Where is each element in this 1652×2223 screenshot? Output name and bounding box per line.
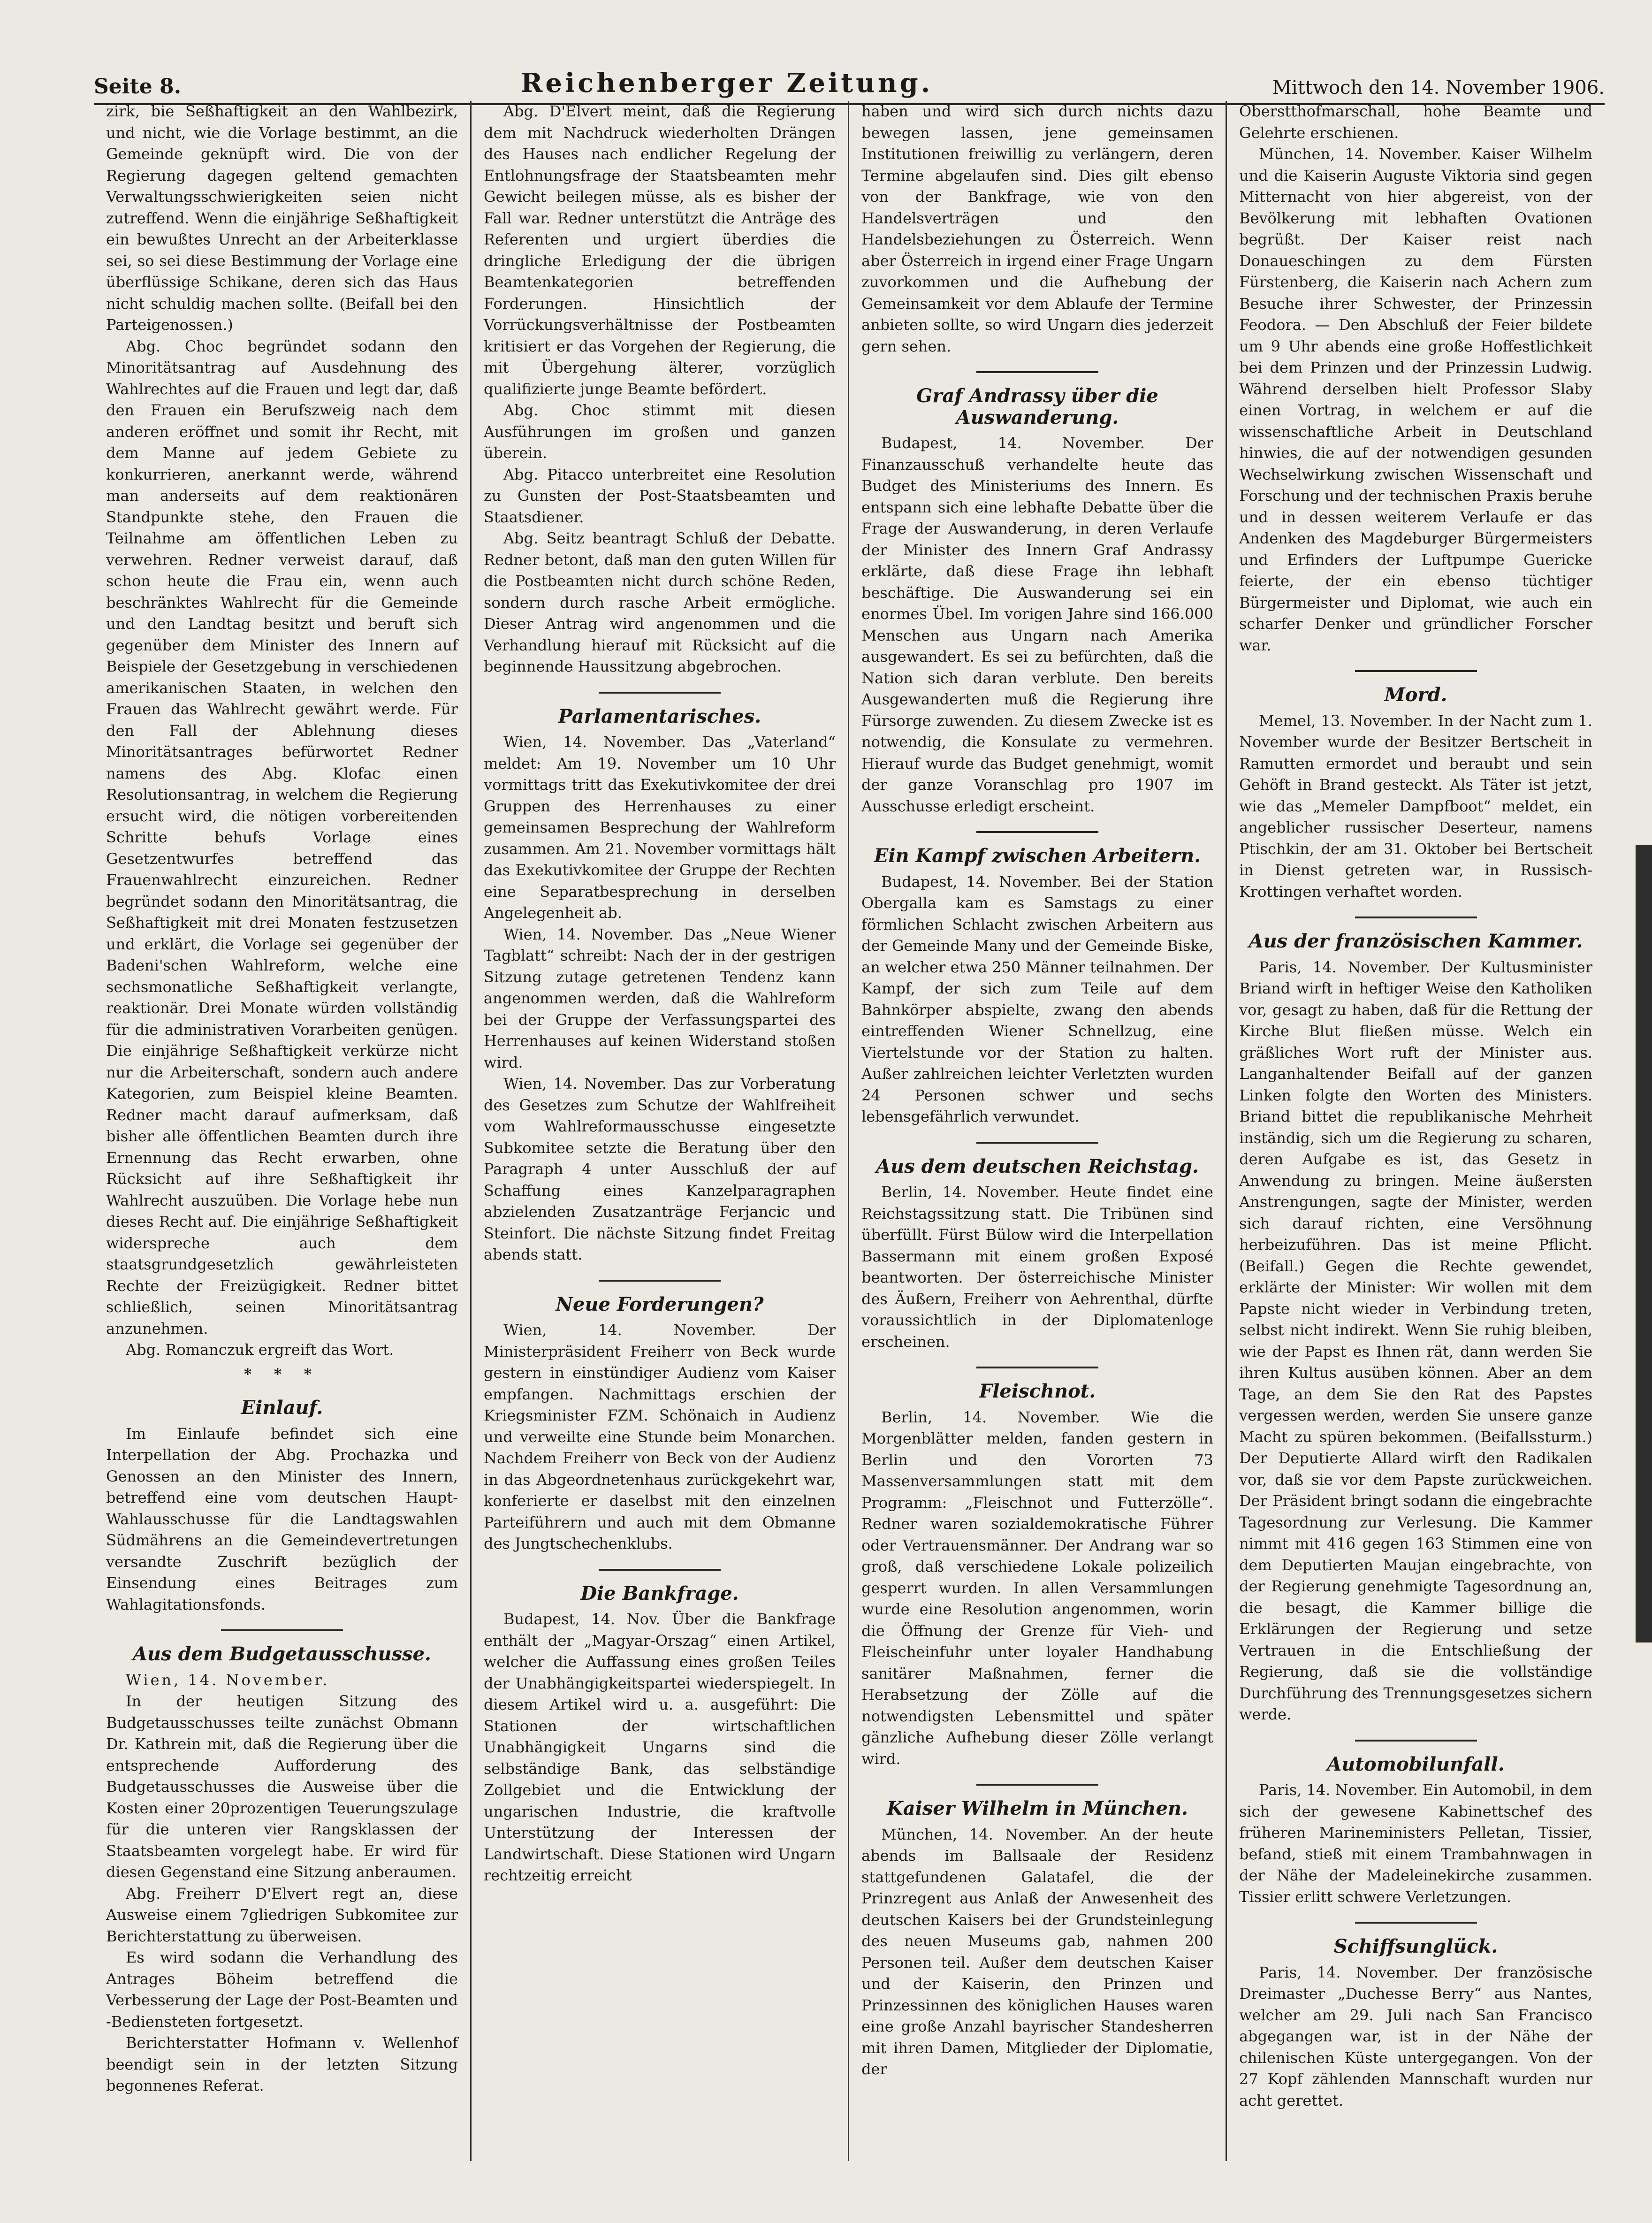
paragraph: Paris, 14. November. Der französische Dreimaster „Duchesse Berry“ aus Nantes, welcher am 29. Juli nach San Francisco abgegangen war, ist in der Nähe der chilenischen Küste untergegangen. Von der 27 Kopf zählenden Mannschaft wurden nur acht gerettet. xyxy=(1239,1963,1592,2109)
masthead: Reichenberger Zeitung. xyxy=(520,68,933,99)
divider xyxy=(1355,1740,1477,1742)
column-4 xyxy=(1227,101,1605,2161)
paragraph: Berlin, 14. November. Wie die Morgenblätter melden, fanden gestern in Berlin und den Vororten 73 Massenversammlungen statt mit dem Programm: „Fleischnot und Futterzölle“. Redner waren sozialdemokratische Führer oder Vertrauensmänner. Der Andrang war so groß, daß verschiedene Lokale polizeilich gesperrt wurden. In allen Versammlungen wurde eine Resolution angenommen, worin die Öffnung der Grenze für Vieh- und Fleischeinfuhr unter loyaler Handhabung sanitärer Maßnahmen, ferner die Herabsetzung der Zölle auf die notwendigsten Lebensmittel und später gänzliche Aufhebung dieser Zölle verlangt wird. xyxy=(861,1408,1213,1768)
paragraph: Budapest, 14. November. Bei der Station Obergalla kam es Samstags zu einer förmlichen Schlacht zwischen Arbeitern aus der Gemeinde Many und der Gemeinde Biske, an welcher etwa 250 Männer teilnahmen. Der Kampf, der sich zum Teile auf dem Bahnkörper abspielte, zwang den abends eintreffenden Wiener Schnellzug, eine Viertelstunde vor der Station zu halten. Außer zahlreichen leichter Verletzten wurden 24 Personen schwer und sechs lebensgefährlich verwundet. xyxy=(861,872,1213,1125)
paragraph: Paris, 14. November. Der Kultusminister Briand wirft in heftiger Weise den Katholiken vor, gesagt zu haben, daß für die Rettung der Kirche Blut fließen müsse. Welch ein gräßliches Wort ruft der Minister aus. Langanhaltender Beifall auf der ganzen Linken folgte den Worten des Ministers. Briand bittet die republikanische Mehrheit inständig, sich um die Regierung zu scharen, deren Aufgabe es ist, das Gesetz in Anwendung zu bringen. Meine äußersten Anstrengungen, sagte der Minister, werden sich darauf richten, eine Versöhnung herbeizuführen. Das ist meine Pflicht. (Beifall.) Gegen die Rechte gewendet, erklärte der Minister: Wir wollen mit dem Papste nicht wieder in Verbindung treten, selbst nicht indirekt. Wenn Sie ruhig bleiben, wie der Papst es Ihnen rät, dann werden Sie ihren Kultus ausüben können. Aber an dem Tage, an dem Sie den Rat des Papstes vergessen werden, werden Sie unsere ganze Macht zu spüren bekommen. (Beifallssturm.) Der Deputierte Allard wirft den Radikalen vor, daß sie vor dem Papste zurückweichen. Der Präsident bringt sodann die eingebrachte Tagesordnung zur Verlesung. Die Kammer nimmt mit 416 gegen 163 Stimmen eine von dem Deputierten Maujan eingebrachte, von der Regierung genehmigte Tagesordnung an, die besagt, die Kammer billige die Erklärungen der Regierung und setze Vertrauen in die Entschließung der Regierung, daß sie die vollständige Durchführung des Trennungsgesetzes sichern werde. xyxy=(1239,958,1592,1723)
paragraph: München, 14. November. An der heute abends im Ballsaale der Residenz stattgefundenen Galatafel, die der Prinzregent aus Anlaß der Anwesenheit des deutschen Kaisers bei der Grundsteinlegung des neuen Museums gab, nahmen 200 Personen teil. Außer dem deutschen Kaiser und der Kaiserin, den Prinzen und Prinzessinnen des königlichen Hauses waren eine große Anzahl bayrischer Standesherren mit ihren Damen, Mitglieder der Diplomatie, der xyxy=(861,1825,1213,2078)
headline-andrassy: Graf Andrassy über die Auswanderung. xyxy=(916,385,1158,428)
paragraph: Paris, 14. November. Ein Automobil, in dem sich der gewesene Kabinettschef des früheren Marineministers Pelletan, Tissier, befand, stieß mit einem Trambahnwagen in der Nähe der Madeleinekirche zusammen. Tissier erlitt schwere Verletzungen. xyxy=(1239,1781,1592,1906)
paragraph: Abg. D'Elvert meint, daß die Regierung dem mit Nachdruck wiederholten Drängen des Hauses nach endlicher Regelung der Entlohnungsfrage der Staatsbeamten mehr Gewicht beilegen müsse, als es bisher der Fall war. Redner unterstützt die Anträge des Referenten und urgiert überdies die dringliche Erledigung der die übrigen Beamtenkategorien betreffenden Forderungen. Hinsichtlich der Vorrückungsverhältnisse der Postbeamten kritisiert er das Vorgehen der Regierung, die mit Übergehung älterer, vorzüglich qualifizierte junge Beamte befördert. xyxy=(484,102,836,398)
paragraph: Abg. Seitz beantragt Schluß der Debatte. Redner betont, daß man den guten Willen für die Postbeamten nicht durch schöne Reden, sondern durch rasche Arbeit ermögliche. Dieser Antrag wird angenommen und die Verhandlung hierauf mit Rücksicht auf die beginnende Haussitzung abgebrochen. xyxy=(484,529,836,675)
headline-fleischnot: Fleischnot. xyxy=(979,1380,1096,1402)
paragraph: Abg. Choc begründet sodann den Minoritätsantrag auf Ausdehnung des Wahlrechtes auf die Frauen und legt dar, daß den Frauen ein Berufszweig nach dem anderen eröffnet und somit ihr Recht, mit dem Manne auf jedem Gebiete zu konkurrieren, anerkannt werde, während man anderseits auf dem reaktionären Standpunkte stehe, den Frauen die Teilnahme am öffentlichen Leben zu verwehren. Redner verweist darauf, daß schon heute die Frau ein, wenn auch beschränktes Wahlrecht für die Gemeinde und den Landtag besitzt und beruft sich gegenüber dem Minister des Innern auf Beispiele der Gesetzgebung in verschiedenen amerikanischen Staaten, in welchen den Frauen das Wahlrecht gewährt werde. Für den Fall der Ablehnung dieses Minoritätsantrages befürwortet Redner namens des Abg. Klofac einen Resolutionsantrag, in welchem die Regierung ersucht wird, die nötigen vorbereitenden Schritte behufs Vorlage eines Gesetzentwurfes betreffend das Frauenwahlrecht einzureichen. Redner begründet sodann den Minoritätsantrag, die Seßhaftigkeit mit drei Monaten festzusetzen und erklärt, die Vorlage sei gegenüber der Badeni'schen Wahlreform, welche eine sechsmonatliche Seßhaftigkeit verlangte, reaktionär. Drei Monate würden vollständig für die administrativen Vorarbeiten genügen. Die einjährige Seßhaftigkeit verkürze nicht nur die Arbeiterschaft, sondern auch andere Kategorien, zum Beispiel kleine Beamten. Redner macht darauf aufmerksam, daß bisher alle öffentlichen Beamten durch ihre Ernennung das Recht erwarben, ohne Rücksicht auf ihre Seßhaftigkeit ihr Wahlrecht auszuüben. Die Vorlage hebe nun dieses Recht auf. Die einjährige Seßhaftigkeit widerspreche auch dem staatsgrundgesetzlich gewährleisteten Rechte der Freizügigkeit. Redner bittet schließlich, seinen Minoritätsantrag anzunehmen. xyxy=(106,337,458,1337)
page-header xyxy=(94,61,1605,105)
divider xyxy=(599,692,721,694)
paragraph: Wien, 14. November. Der Ministerpräsident Freiherr von Beck wurde gestern in einstündiger Audienz vom Kaiser empfangen. Nachmittags erschien der Kriegsminister FZM. Schönaich in Audienz und verweilte eine Stunde beim Monarchen. Nachdem Freiherr von Beck von der Audienz in das Abgeordnetenhaus zurückgekehrt war, konferierte er daselbst mit den einzelnen Parteiführern und auch mit dem Obmanne des Jungtschechenklubs. xyxy=(484,1321,836,1552)
paragraph: Berichterstatter Hofmann v. Wellenhof beendigt sein in der letzten Sitzung begonnenes Referat. xyxy=(106,2034,458,2094)
paragraph: zirk, bie Seßhaftigkeit an den Wahlbezirk, und nicht, wie die Vorlage bestimmt, an die Gemeinde geknüpft wird. Die von der Regierung dagegen geltend gemachten Verwaltungsschwierigkeiten seien nicht zutreffend. Wenn die einjährige Seßhaftigkeit ein bewußtes Unrecht an der Arbeiterklasse sei, so sei diese Bestimmung der Vorlage eine überflüssige Schikane, deren sich das Haus nicht schuldig machen sollte. (Beifall bei den Parteigenossen.) xyxy=(106,102,458,334)
paragraph: Budapest, 14. November. Der Finanzausschuß verhandelte heute das Budget des Ministeriums des Innern. Es entspann sich eine lebhafte Debatte über die Frage der Auswanderung, in deren Verlaufe der Minister des Innern Graf Andrassy erklärte, daß diese Frage ihn lebhaft beschäftige. Die Auswanderung sei ein enormes Übel. Im vorigen Jahre sind 166.000 Menschen aus Ungarn nach Amerika ausgewandert. Es sei zu befürchten, daß die Nation sich daran verblute. Den bereits Ausgewanderten muß die Regierung ihre Fürsorge zuwenden. Zu diesem Zwecke ist es notwendig, die Konsulate zu vermehren. Hierauf wurde das Budget genehmigt, womit der ganze Voranschlag pro 1907 im Ausschusse erledigt erscheint. xyxy=(861,434,1213,815)
paragraph: Oberstthofmarschall, hohe Beamte und Gelehrte erschienen. xyxy=(1239,102,1592,142)
paragraph: haben und wird sich durch nichts dazu bewegen lassen, jene gemeinsamen Institutionen freiwillig zu verlängern, deren Termine abgelaufen sind. Dies gilt ebenso von der Bankfrage, wie von den Handelsverträgen und den Handelsbeziehungen zu Österreich. Wenn aber Österreich in irgend einer Frage Ungarn zuvorkommen und die Aufhebung der Gemeinsamkeit vor dem Ablaufe der Termine anbieten sollte, so wird Ungarn dies jederzeit gern sehen. xyxy=(861,102,1213,355)
headline-kaiser-muenchen: Kaiser Wilhelm in München. xyxy=(887,1797,1188,1819)
headline-bankfrage: Die Bankfrage. xyxy=(580,1582,739,1604)
paragraph: Abg. Freiherr D'Elvert regt an, diese Ausweise einem 7gliedrigen Subkomitee zur Berichterstattung zu überweisen. xyxy=(106,1884,458,1945)
paragraph: Memel, 13. November. In der Nacht zum 1. November wurde der Besitzer Bertscheit in Ramutten ermordet und beraubt und sein Gehöft in Brand gesteckt. Als Täter ist jetzt, wie das „Memeler Dampfboot“ meldet, ein angeblicher russischer Deserteur, namens Ptischkin, der am 31. Oktober bei Bertscheit in Dienst getreten war, in Russisch-Krottingen verhaftet worden. xyxy=(1239,711,1592,901)
dateline: Wien, 14. November. xyxy=(126,1671,330,1689)
paragraph: Wien, 14. November. Das „Neue Wiener Tagblatt“ schreibt: Nach der in der gestrigen Sitzung zutage getretenen Tendenz kann angenommen werden, daß die Wahlreform bei der Gruppe der Verfassungspartei des Herrenhauses auf keinen Widerstand stoßen wird. xyxy=(484,925,836,1071)
headline-franzoesische-kammer: Aus der französischen Kammer. xyxy=(1249,930,1583,952)
headline-budgetausschuss: Aus dem Budgetausschusse. xyxy=(133,1643,431,1665)
paragraph: Wien, 14. November. Das zur Vorberatung des Gesetzes zum Schutze der Wahlfreiheit vom Wahlreformausschusse eingesetzte Subkomitee setzte die Beratung über den Paragraph 4 unter Ausschluß der auf Schaffung eines Kanzelparagraphen abzielenden Zusatzanträge Ferjancic und Steinfort. Die nächste Sitzung findet Freitag abends statt. xyxy=(484,1075,836,1263)
paragraph: Budapest, 14. Nov. Über die Bankfrage enthält der „Magyar-Orszag“ einen Artikel, welcher die Auffassung eines großen Teiles der Unabhängigkeitspartei wiederspiegelt. In diesem Artikel wird u. a. ausgeführt: Die Stationen der wirtschaftlichen Unabhängigkeit Ungarns sind die selbständige Bank, das selbständige Zollgebiet und die Entwicklung der ungarischen Industrie, die kraftvolle Unterstützung der Interessen der Landwirtschaft. Diese Stationen wird Ungarn rechtzeitig erreicht xyxy=(484,1610,836,1884)
divider xyxy=(976,1142,1098,1144)
paragraph: Abg. Choc stimmt mit diesen Ausführungen im großen und ganzen überein. xyxy=(484,401,836,462)
page-number: Seite 8. xyxy=(94,75,182,99)
columns xyxy=(94,101,1605,2161)
divider xyxy=(1355,670,1477,672)
headline-schiffsunglueck: Schiffsunglück. xyxy=(1333,1935,1498,1957)
headline-automobilunfall: Automobilunfall. xyxy=(1327,1753,1505,1775)
paragraph: Abg. Pitacco unterbreitet eine Resolution zu Gunsten der Post-Staatsbeamten und Staatsdiener. xyxy=(484,465,836,526)
headline-kampf: Ein Kampf zwischen Arbeitern. xyxy=(874,845,1201,867)
headline-parlamentarisches: Parlamentarisches. xyxy=(558,705,761,727)
paragraph: Berlin, 14. November. Heute findet eine Reichstagssitzung statt. Die Tribünen sind überfüllt. Fürst Bülow wird die Interpellation Bassermann mit einem großen Exposé beantworten. Der österreichische Minister des Äußern, Freiherr von Aehrenthal, dürfte voraussichtlich in der Diplomatenloge erscheinen. xyxy=(861,1183,1213,1351)
divider xyxy=(1355,917,1477,918)
column-2 xyxy=(472,101,849,2161)
headline-neue-forderungen: Neue Forderungen? xyxy=(556,1293,764,1315)
divider xyxy=(976,371,1098,373)
headline-einlauf: Einlauf. xyxy=(241,1397,323,1419)
column-3 xyxy=(849,101,1227,2161)
divider xyxy=(1355,1922,1477,1924)
paragraph: Abg. Romanczuk ergreift das Wort. xyxy=(126,1341,394,1359)
adjacent-page-edge xyxy=(1636,845,1652,1642)
divider xyxy=(976,1367,1098,1368)
paragraph: Wien, 14. November. Das „Vaterland“ meldet: Am 19. November um 10 Uhr vormittags tritt das Exekutivkomitee der drei Gruppen des Herrenhauses zu einer gemeinsamen Besprechung der Wahlreform zusammen. Am 21. November vormittags hält das Exekutivkomitee der Gruppe der Rechten eine Separatbesprechung in derselben Angelegenheit ab. xyxy=(484,733,836,922)
column-1 xyxy=(94,101,472,2161)
paragraph: Im Einlaufe befindet sich eine Interpellation der Abg. Prochazka und Genossen an den Minister des Innern, betreffend eine vom deutschen Haupt-Wahlausschusse für die Landtagswahlen Südmährens an die Gemeindevertretungen versandte Zuschrift bezüglich der Einsendung eines Beitrages zum Wahlagitationsfonds. xyxy=(106,1424,458,1613)
divider xyxy=(976,1784,1098,1786)
headline-reichstag: Aus dem deutschen Reichstag. xyxy=(876,1155,1199,1177)
divider xyxy=(976,831,1098,833)
section-separator: * * * xyxy=(244,1365,320,1383)
headline-mord: Mord. xyxy=(1384,684,1447,706)
issue-date: Mittwoch den 14. November 1906. xyxy=(1272,77,1605,99)
divider xyxy=(221,1629,343,1631)
paragraph: München, 14. November. Kaiser Wilhelm und die Kaiserin Auguste Viktoria sind gegen Mitternacht von hier abgereist, von der Bevölkerung mit lebhaften Ovationen begrüßt. Der Kaiser reist nach Donaueschingen zu dem Fürsten Fürstenberg, die Kaiserin nach Achern zum Besuche ihrer Schwester, der Prinzessin Feodora. — Den Abschluß der Feier bildete um 9 Uhr abends eine große Hoffestlichkeit bei dem Prinzen und der Prinzessin Ludwig. Während derselben hielt Professor Slaby einen Vortrag, in welchem er auf die wissenschaftliche Arbeit in Deutschland hinwies, die auf der notwendigen gesunden Wechselwirkung zwischen Wissenschaft und Forschung und der technischen Praxis beruhe und in dessen weiterem Verlaufe er das Andenken des Magdeburger Bürgermeisters und Erfinders der Luftpumpe Guericke feierte, der ein ebenso tüchtiger Bürgermeister und Diplomat, wie auch ein scharfer Denker und gründlicher Forscher war. xyxy=(1239,145,1592,654)
paragraph: Es wird sodann die Verhandlung des Antrages Böheim betreffend die Verbesserung der Lage der Post-Beamten und -Bediensteten fortgesetzt. xyxy=(106,1948,458,2031)
divider xyxy=(599,1280,721,1282)
paragraph: In der heutigen Sitzung des Budgetausschusses teilte zunächst Obmann Dr. Kathrein mit, daß die Regierung über die entsprechende Aufforderung des Budgetausschusses die Ausweise über die Kosten einer 20prozentigen Teuerungszulage für die unteren vier Rangsklassen der Staatsbeamten vorgelegt habe. Er wird für diesen Gegenstand eine Sitzung anberaumen. xyxy=(106,1692,458,1881)
divider xyxy=(599,1569,721,1571)
